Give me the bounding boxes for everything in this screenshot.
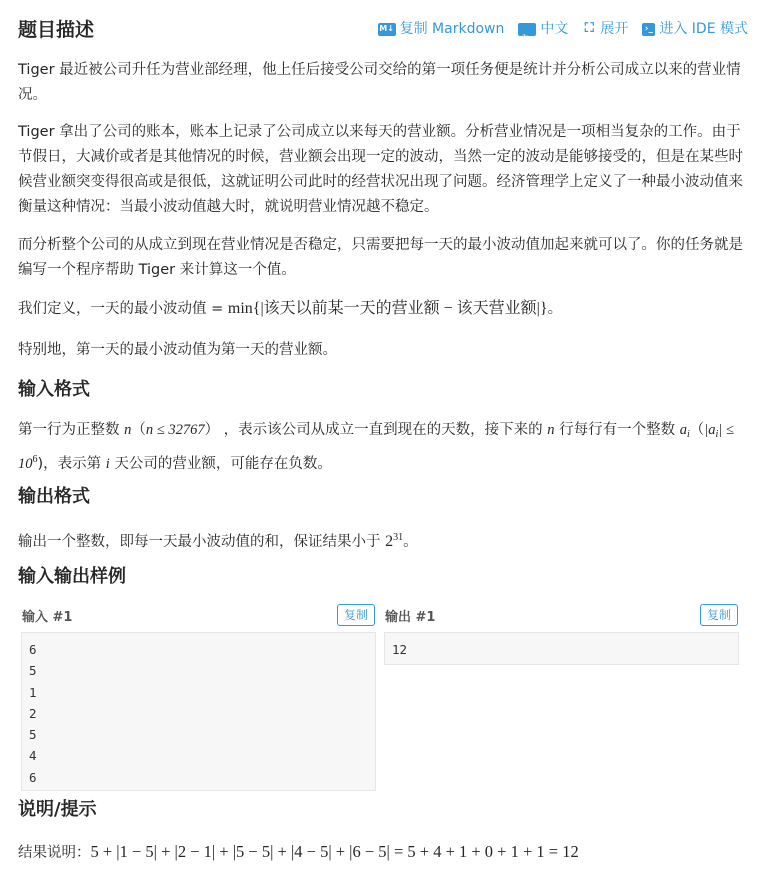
hint-text bbox=[18, 839, 748, 866]
desc-paragraph-3: 而分析整个公司的从成立到现在营业情况是否稳定，只需要把每一天的最小波动值加起来就可以了。你的任务就是编写一个程序帮助 Tiger 来计算这一个值。 bbox=[18, 237, 743, 278]
definition-formula: min{|该天以前某一天的营业额 − 该天营业额|} bbox=[227, 300, 548, 317]
terminal-icon: ›_ bbox=[642, 23, 655, 36]
language-button[interactable] bbox=[518, 14, 569, 43]
input-line: 5 bbox=[29, 727, 37, 743]
var-a: a bbox=[679, 422, 688, 438]
copy-markdown-label: 复制 Markdown bbox=[399, 21, 505, 37]
input-line: 1 bbox=[29, 684, 37, 700]
input-line: 5 bbox=[29, 663, 37, 679]
constraint-a-1: |a bbox=[704, 422, 716, 438]
section-title-description: 题目描述 bbox=[18, 19, 95, 41]
input-line: 6 bbox=[29, 769, 37, 785]
input-text-2: （ bbox=[131, 422, 146, 438]
sample-input-box[interactable] bbox=[21, 632, 376, 791]
output-text: 输出一个整数，即每一天最小波动值的和，保证结果小于 bbox=[18, 534, 386, 550]
expand-button[interactable] bbox=[582, 19, 628, 39]
language-label: 中文 bbox=[540, 21, 569, 37]
constraint-a-2: | ≤ 10 bbox=[18, 422, 734, 472]
expand-label: 展开 bbox=[600, 21, 629, 37]
sample-input-label: 输入 #1 bbox=[22, 610, 73, 625]
copy-input-button[interactable]: 复制 bbox=[337, 604, 375, 626]
var-n: n bbox=[124, 422, 132, 438]
output-text-end: 。 bbox=[403, 534, 418, 550]
definition-suffix: 。 bbox=[547, 301, 563, 317]
hint-prefix: 结果说明： bbox=[18, 845, 91, 861]
output-format-text bbox=[18, 525, 748, 555]
desc-paragraph-4 bbox=[18, 296, 748, 322]
definition-prefix: 我们定义，一天的最小波动值 = bbox=[18, 301, 228, 317]
problem-header bbox=[18, 16, 748, 44]
constraint-n: n ≤ 32767 bbox=[145, 422, 205, 438]
markdown-icon: M↓ bbox=[378, 23, 396, 36]
ide-mode-button[interactable] bbox=[642, 19, 748, 39]
sample-output-label: 输出 #1 bbox=[385, 610, 436, 625]
input-text-5: （ bbox=[689, 422, 705, 438]
var-n-2: n bbox=[547, 422, 555, 438]
input-text-3: ） ，表示该公司从成立一直到现在的天数，接下来的 bbox=[204, 422, 548, 438]
output-line: 12 bbox=[392, 642, 408, 657]
desc-paragraph-5: 特别地，第一天的最小波动值为第一天的营业额。 bbox=[18, 342, 337, 358]
input-text-1: 第一行为正整数 bbox=[18, 422, 125, 438]
section-title-output: 输出格式 bbox=[18, 486, 90, 507]
desc-paragraph-2: Tiger 拿出了公司的账本，账本上记录了公司成立以来每天的营业额。分析营业情况是一项相当复杂的工作。由于节假日，大减价或者是其他情况的时候，营业额会出现一定的波动，当然一定的波动是能够接受的，但是在某些时候营业额突变得很高或是很低，这就证明公司此时的经营状况出现了问题。经济管理学上定义了一种最小波动值来衡量这种情况：当最小波动值越大时，就说明营业情况越不稳定。 bbox=[18, 124, 743, 215]
var-i-sub-2: i bbox=[715, 429, 719, 440]
translate-icon: A文 bbox=[518, 23, 536, 36]
input-text-7: 天公司的营业额，可能存在负数。 bbox=[109, 456, 332, 472]
desc-paragraph-1: Tiger 最近被公司升任为营业部经理，他上任后接受公司交给的第一项任务便是统计并分析公司成立以来的营业情况。 bbox=[18, 62, 741, 103]
copy-output-button[interactable]: 复制 bbox=[700, 604, 738, 626]
input-text-6: )，表示第 bbox=[37, 456, 106, 472]
expand-icon: ⛶ bbox=[584, 21, 594, 36]
input-line: 6 bbox=[29, 642, 37, 657]
ide-mode-label: 进入 IDE 模式 bbox=[659, 21, 748, 37]
copy-markdown-button[interactable] bbox=[378, 19, 505, 39]
var-i-sub: i bbox=[687, 429, 690, 440]
sample-output-box[interactable] bbox=[384, 632, 739, 665]
header-actions bbox=[378, 14, 748, 43]
exponent-6: 6 bbox=[32, 454, 38, 465]
input-line: 4 bbox=[29, 748, 37, 764]
input-line: 2 bbox=[29, 705, 37, 721]
input-format-text bbox=[18, 418, 748, 477]
section-title-samples: 输入输出样例 bbox=[18, 566, 126, 587]
section-title-hint: 说明/提示 bbox=[18, 799, 97, 820]
input-text-4: 行每行有一个整数 bbox=[554, 422, 680, 438]
power-base: 2 bbox=[385, 533, 394, 550]
var-i: i bbox=[105, 456, 110, 472]
section-title-input: 输入格式 bbox=[18, 379, 90, 400]
power-exponent: 31 bbox=[393, 532, 404, 543]
hint-formula: 5 + |1 − 5| + |2 − 1| + |5 − 5| + |4 − 5| + |6 − 5| = 5 + 4 + 1 + 0 + 1 + 1 = 12 bbox=[90, 842, 579, 861]
